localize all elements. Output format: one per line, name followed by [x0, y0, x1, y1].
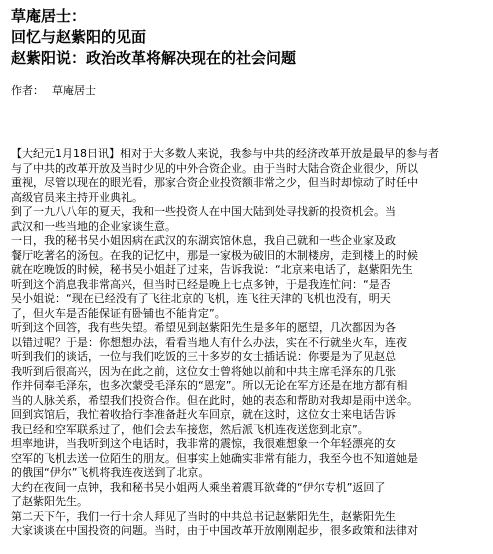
paragraph-line: 作并伺奉毛泽东，也多次蒙受毛泽东的“恩宠”。所以无论在军方还是在地方都有相	[11, 379, 408, 392]
article-paragraph	[11, 321, 493, 350]
paragraph-line: 的俄国“伊尔”飞机将我连夜送到了北京。	[11, 466, 210, 479]
paragraph-line: 回到宾馆后，我忙着收拾行李准备赶火车回京，就在这时，这位女士来电话告诉	[11, 408, 396, 421]
article-paragraph	[11, 481, 493, 510]
paragraph-line: 武汉和一些当地的企业家谈生意。	[11, 219, 176, 233]
paragraph-line: 【大纪元1月18日讯】相对于大多数人来说，我参与中共的经济改革开放是最早的参与者	[11, 147, 439, 160]
paragraph-line: 大家谈谈在中国投资的问题。当时，由于中国改革开放刚刚起步，很多政策和法律对	[11, 524, 418, 537]
article-paragraph	[11, 350, 493, 365]
article-paragraph	[11, 510, 493, 539]
paragraph-line: 了赵紫阳先生。	[11, 495, 88, 508]
paragraph-line: 以错过呢？于是：你想想办法，看看当地人有什么办法，实在不行就坐火车，连夜	[11, 335, 407, 349]
paragraph-line: 到了一九八八年的夏天，我和一些投资人在中国大陆到处寻找新的投资机会。当	[11, 205, 396, 218]
paragraph-line: 大约在夜间一点钟，我和秘书吴小姐两人乘坐着震耳欲聋的“伊尔专机”返回了	[11, 480, 386, 494]
paragraph-line: 吴小姐说：“现在已经没有了飞往北京的飞机，连飞往天津的飞机也没有，明天	[11, 292, 391, 305]
paragraph-line: 重视，尽管以现在的眼光看，那家合资企业投资额非常之少，但当时却惊动了时任中	[11, 176, 418, 189]
paragraph-line: 第二天下午，我们一行十余人拜见了当时的中共总书记赵紫阳先生，赵紫阳先生	[11, 509, 396, 523]
paragraph-line: 就在吃晚饭的时候，秘书吴小姐赶了过来，告诉我说：“北京来电话了，赵紫阳先生	[11, 263, 413, 276]
article-body	[11, 147, 493, 539]
paragraph-line: 与了中共的改革开放及当时少见的中外合资企业。由于当时大陆合资企业很少，所以	[11, 161, 418, 175]
article-paragraph	[11, 365, 493, 409]
article-title-block	[11, 6, 296, 69]
author-heading: 草庵居士：	[11, 7, 87, 25]
paragraph-line: 坦率地讲，当我听到这个电话时，我非常的震惊，我很难想象一个年轻漂亮的女	[11, 437, 396, 450]
paragraph-line: 一日，我的秘书吴小姐因病在武汉的东湖宾馆休息，我自己就和一些企业家及政	[11, 234, 396, 247]
byline-name: 草庵居士	[52, 84, 96, 97]
paragraph-line: 当的人脉关系，希望我们投资合作。但在此时，她的表态和帮助对我却是雨中送伞。	[11, 393, 418, 407]
paragraph-line: 我已经和空军联系过了，他们会去车接您，然后派飞机连夜送您到北京”。	[11, 422, 369, 436]
article-subtitle: 赵紫阳说：政治改革将解决现在的社会问题	[11, 49, 297, 67]
article-title: 回忆与赵紫阳的见面	[11, 28, 147, 46]
article-paragraph	[11, 408, 493, 437]
article-paragraph	[11, 278, 493, 322]
paragraph-line: 了，但火车是否能保证有卧铺也不能肯定”。	[11, 306, 226, 320]
byline-label: 作者：	[11, 84, 44, 97]
paragraph-line: 听到这个消息我非常高兴，但当时已经是晚上七点多钟，于是我连忙问：“是否	[11, 277, 391, 291]
paragraph-line: 听到我们的谈话，一位与我们吃饭的三十多岁的女士插话说：你要是为了见赵总	[11, 350, 396, 363]
paragraph-line: 高级官员来主持开业典礼。	[11, 190, 143, 204]
article-paragraph	[11, 437, 493, 481]
paragraph-line: 我听到后很高兴，因为在此之前，这位女士曾将她以前和中共主席毛泽东的几张	[11, 364, 396, 378]
paragraph-line: 餐厅吃著名的汤包。在我的记忆中，那是一家极为破旧的木制楼房，走到楼上的时候	[11, 248, 418, 262]
article-paragraph	[11, 234, 493, 278]
paragraph-line: 空军的飞机去送一位陌生的朋友。但事实上她确实非常有能力，我至今也不知道她是	[11, 451, 418, 465]
paragraph-line: 听到这个回答，我有些失望。希望见到赵紫阳先生是多年的愿望，几次都因为各	[11, 321, 396, 334]
article-paragraph	[11, 147, 493, 205]
byline	[11, 84, 96, 98]
article-paragraph	[11, 205, 493, 234]
